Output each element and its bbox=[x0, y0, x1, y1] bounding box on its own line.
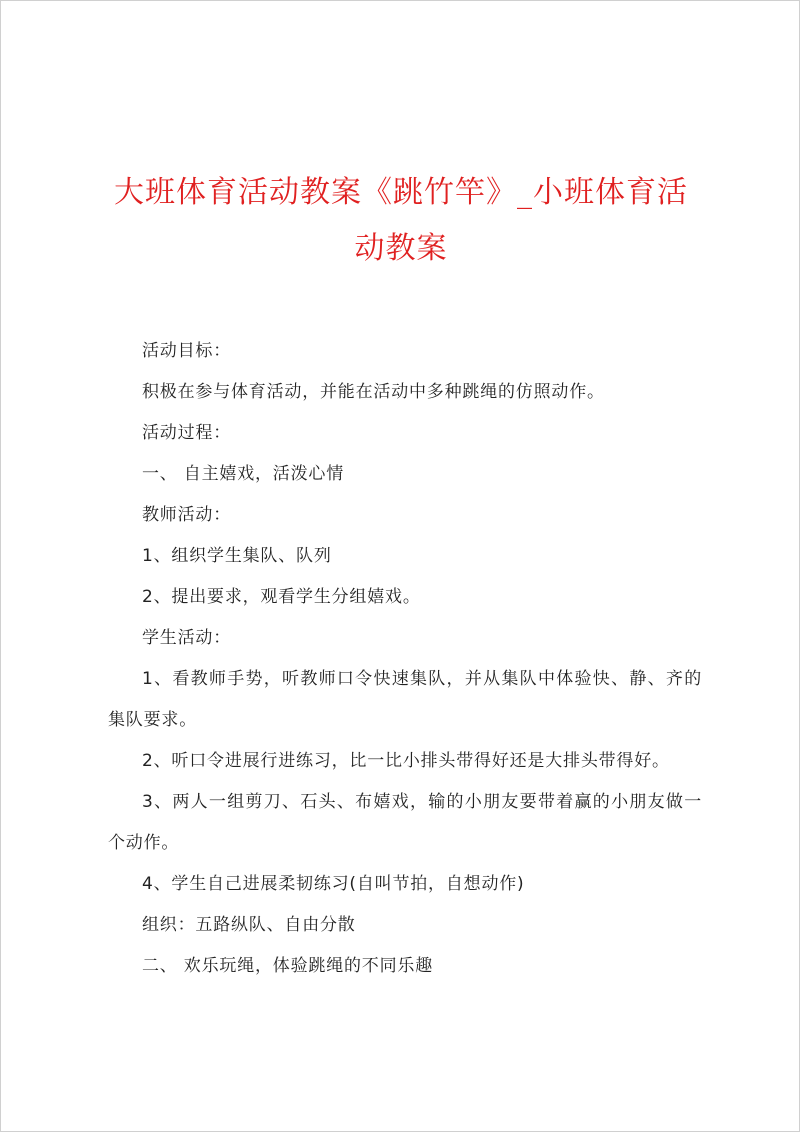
paragraph-activity-goal: 积极在参与体育活动，并能在活动中多种跳绳的仿照动作。 bbox=[142, 382, 605, 402]
document-title: 大班体育活动教案《跳竹竿》_小班体育活动教案 bbox=[114, 175, 688, 266]
paragraph-teacher-item-2: 2、提出要求，观看学生分组嬉戏。 bbox=[142, 587, 421, 607]
paragraph-student-item-1: 1、看教师手势，听教师口令快速集队，并从集队中体验快、静、齐的集队要求。 bbox=[108, 669, 702, 730]
paragraph-teacher-activity-heading: 教师活动： bbox=[142, 505, 231, 525]
paragraph-teacher-item-1: 1、组织学生集队、队列 bbox=[142, 546, 332, 566]
paragraph-organization: 组织：五路纵队、自由分散 bbox=[142, 915, 356, 935]
document-body bbox=[108, 331, 702, 987]
paragraph-student-item-3: 3、两人一组剪刀、石头、布嬉戏，输的小朋友要带着赢的小朋友做一个动作。 bbox=[108, 792, 702, 853]
paragraph-activity-goal-heading: 活动目标： bbox=[142, 341, 231, 361]
paragraph-student-item-2: 2、听口令进展行进练习，比一比小排头带得好还是大排头带得好。 bbox=[142, 751, 670, 771]
paragraph-section-one-heading: 一、 自主嬉戏，活泼心情 bbox=[142, 464, 345, 484]
paragraph-section-two-heading: 二、 欢乐玩绳，体验跳绳的不同乐趣 bbox=[142, 956, 434, 976]
paragraph-student-activity-heading: 学生活动： bbox=[142, 628, 231, 648]
paragraph-activity-process-heading: 活动过程： bbox=[142, 423, 231, 443]
paragraph-student-item-4: 4、学生自己进展柔韧练习(自叫节拍，自想动作) bbox=[142, 874, 525, 894]
